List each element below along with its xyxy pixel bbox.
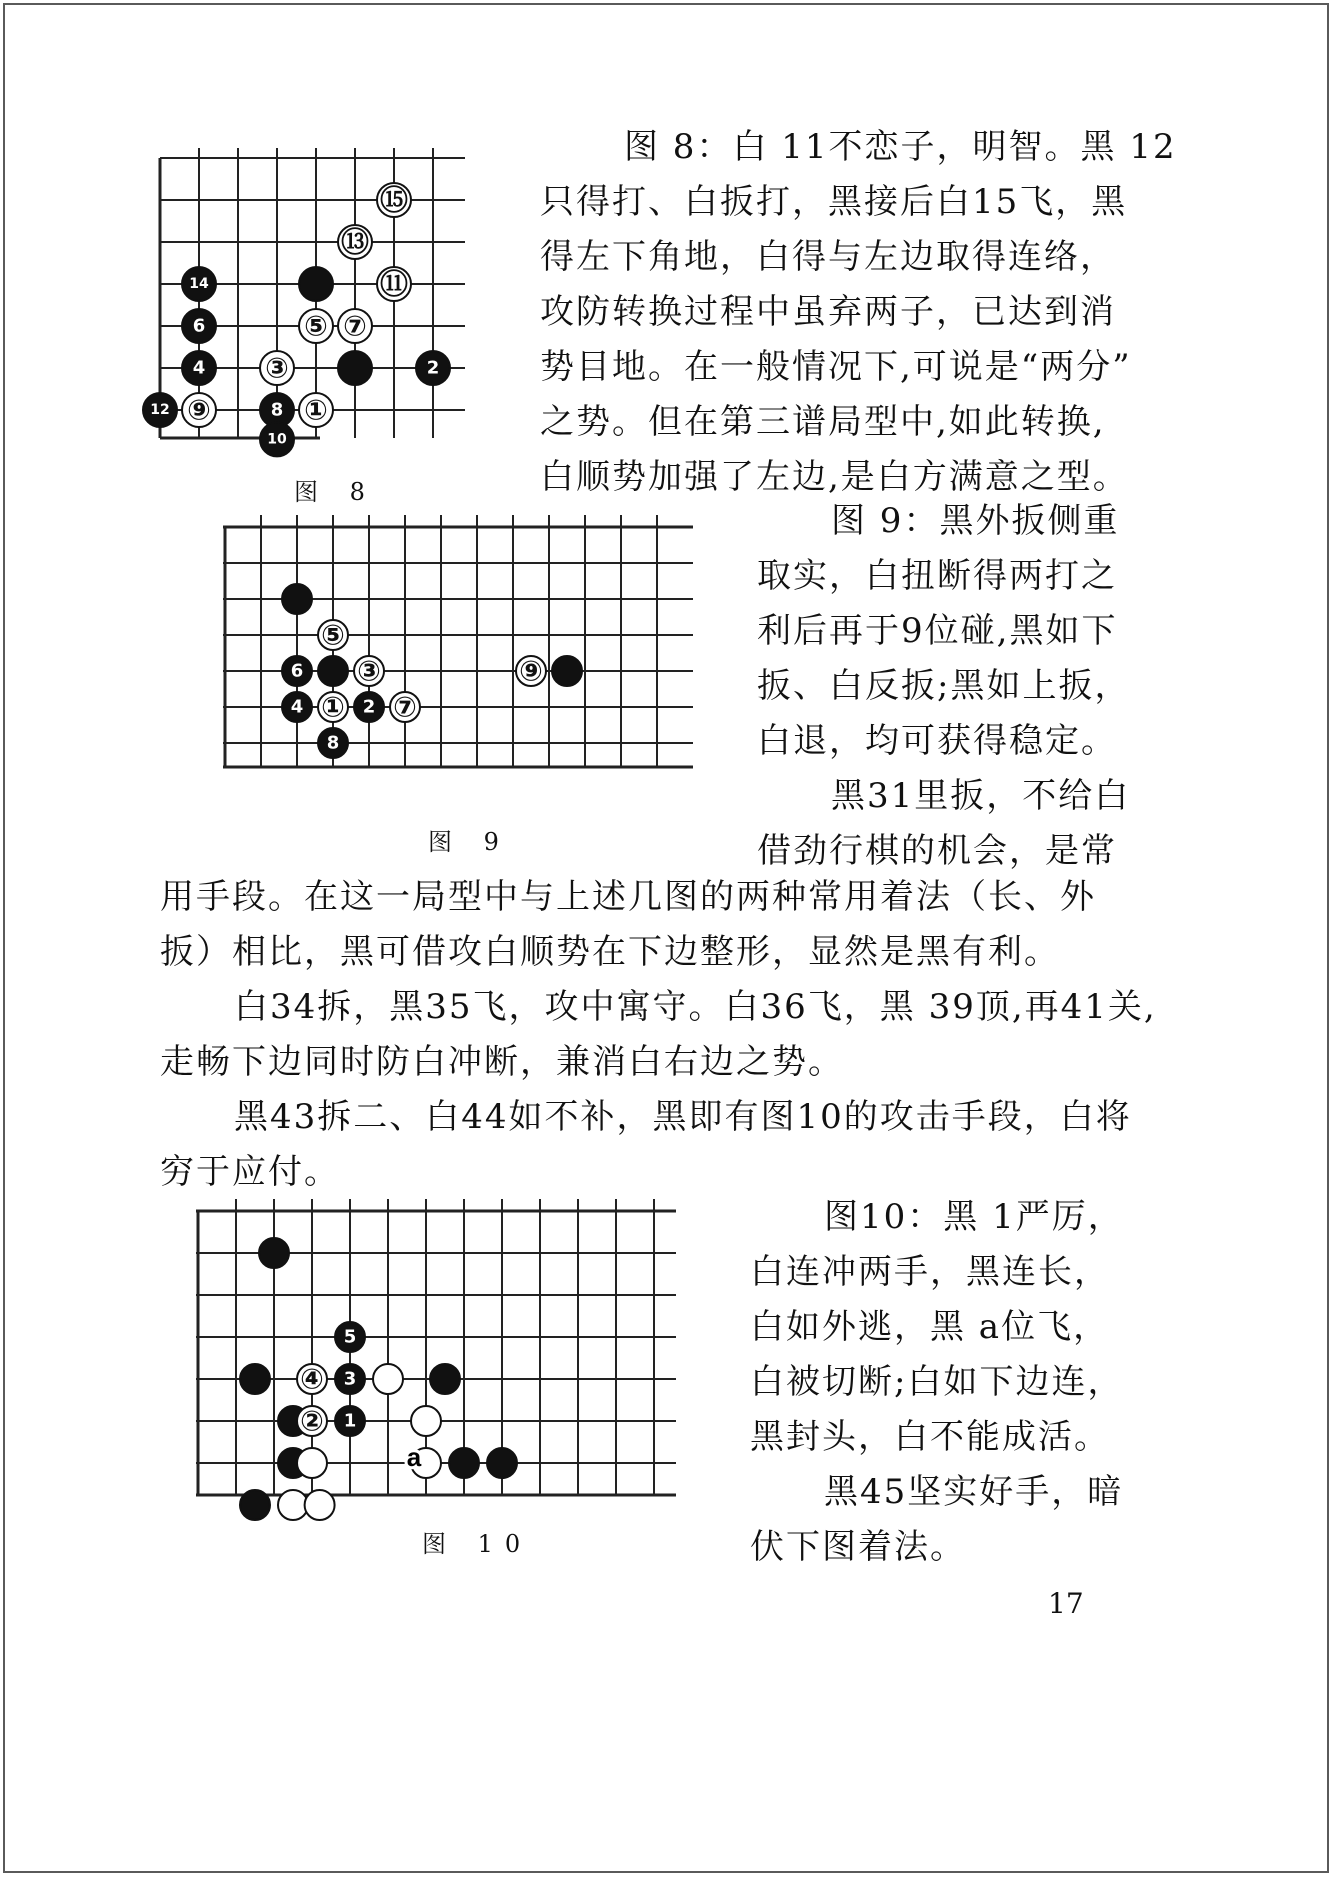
black-stone — [282, 656, 312, 686]
text-line: 攻防转换过程中虽弃两子，已达到消 — [540, 292, 1116, 332]
figure-9-commentary — [757, 494, 1130, 879]
black-stone — [182, 267, 216, 301]
black-stone — [318, 656, 348, 686]
stone-number-label: ① — [304, 393, 328, 427]
white-stone — [297, 1448, 327, 1478]
stone-number-label: 10 — [267, 431, 287, 448]
text-line: 黑45坚实好手，暗 — [824, 1472, 1124, 1512]
stone-number-label: ⑦ — [393, 690, 417, 724]
black-stone — [182, 309, 216, 343]
text-line: 白连冲两手，黑连长， — [750, 1252, 1110, 1292]
point-a-label: a — [406, 1442, 422, 1472]
white-stone — [411, 1406, 441, 1436]
black-stone — [416, 351, 450, 385]
text-line: 黑封头，白不能成活。 — [750, 1417, 1110, 1457]
text-line: 走畅下边同时防白冲断，兼消白右边之势。 — [160, 1042, 844, 1082]
figure-10-go-diagram — [196, 1195, 681, 1510]
white-stone — [318, 619, 348, 652]
white-stone — [182, 393, 216, 427]
stone-number-label: ⑦ — [343, 309, 367, 343]
figure-8-caption: 图 8 — [294, 478, 377, 506]
stone-number-label: ⑪ — [379, 267, 409, 301]
white-stone — [297, 1363, 327, 1396]
figure-10-caption: 图 10 — [422, 1530, 533, 1558]
stone-number-label: ⑮ — [379, 183, 409, 217]
stone-number-label: 1 — [343, 1410, 357, 1432]
white-stone — [338, 225, 372, 259]
stone-number-label: ⑤ — [321, 618, 345, 652]
black-stone — [282, 692, 312, 722]
black-stone — [335, 1364, 365, 1394]
black-stone — [430, 1364, 460, 1394]
black-stone — [449, 1448, 479, 1478]
text-line: 势目地。在一般情况下,可说是“两分” — [540, 347, 1132, 387]
black-stone — [299, 267, 333, 301]
text-line: 穷于应付。 — [160, 1152, 340, 1192]
text-line: 白34拆，黑35飞，攻中寓守。白36飞，黑 39顶,再41关, — [234, 987, 1157, 1027]
text-line: 利后再于9位碰,黑如下 — [757, 611, 1118, 651]
text-line: 图 9：黑外扳侧重 — [831, 501, 1120, 541]
stone-number-label: ④ — [300, 1362, 324, 1396]
stone-number-label: 12 — [150, 402, 170, 418]
white-stone — [305, 1490, 335, 1520]
text-line: 图 8：白 11不恋子，明智。黑 12 — [624, 127, 1177, 167]
black-stone — [282, 584, 312, 614]
text-line: 图10：黑 1严厉， — [824, 1197, 1124, 1237]
white-stone — [516, 655, 546, 688]
stone-number-label: ⑬ — [340, 225, 370, 259]
stone-number-label: ⑤ — [304, 309, 328, 343]
stone-number-label: 2 — [426, 357, 440, 379]
text-line: 得左下角地，白得与左边取得连络， — [540, 237, 1116, 277]
text-line: 伏下图着法。 — [750, 1527, 966, 1567]
black-stone — [260, 422, 294, 456]
stone-number-label: 6 — [290, 660, 304, 682]
figure-8-stones — [143, 183, 450, 456]
figure-8-go-diagram — [150, 128, 480, 458]
stone-number-label: 4 — [290, 696, 304, 718]
white-stone — [354, 655, 384, 688]
stone-number-label: 8 — [326, 732, 340, 754]
text-line: 之势。但在第三谱局型中,如此转换, — [540, 402, 1106, 442]
figure-9-go-diagram — [223, 515, 698, 785]
stone-number-label: ⑨ — [519, 654, 543, 688]
figure-8-commentary — [540, 120, 1177, 505]
white-stone — [299, 309, 333, 343]
main-body-text — [160, 870, 1157, 1200]
stone-number-label: 6 — [192, 315, 206, 337]
white-stone — [338, 309, 372, 343]
black-stone — [143, 393, 177, 427]
black-stone — [354, 692, 384, 722]
stone-number-label: 3 — [343, 1368, 357, 1390]
stone-number-label: ③ — [357, 654, 381, 688]
white-stone — [377, 183, 411, 217]
stone-number-label: 8 — [270, 399, 284, 421]
text-line: 白如外逃，黑 a位飞， — [750, 1307, 1110, 1347]
white-stone — [377, 267, 411, 301]
white-stone — [297, 1405, 327, 1438]
figure-10-commentary — [750, 1190, 1124, 1575]
black-stone — [240, 1490, 270, 1520]
page-number: 17 — [1048, 1587, 1084, 1620]
text-line: 扳、白反扳;黑如上扳， — [757, 666, 1131, 706]
black-stone — [240, 1364, 270, 1394]
stone-number-label: ③ — [265, 351, 289, 385]
stone-number-label: 2 — [362, 696, 376, 718]
stone-number-label: 14 — [189, 276, 209, 292]
stone-number-label: ① — [321, 690, 345, 724]
text-line: 白被切断;白如下边连， — [750, 1362, 1124, 1402]
text-line: 黑43拆二、白44如不补，黑即有图10的攻击手段，白将 — [234, 1097, 1132, 1137]
black-stone — [318, 728, 348, 758]
white-stone — [278, 1490, 308, 1520]
white-stone — [299, 393, 333, 427]
black-stone — [182, 351, 216, 385]
stone-number-label: ⑨ — [187, 393, 211, 427]
text-line: 白顺势加强了左边,是白方满意之型。 — [540, 457, 1129, 497]
text-line: 取实，白扭断得两打之 — [757, 556, 1117, 596]
white-stone — [260, 351, 294, 385]
black-stone — [259, 1238, 289, 1268]
text-line: 黑31里扳，不给白 — [831, 776, 1131, 816]
black-stone — [552, 656, 582, 686]
black-stone — [335, 1406, 365, 1436]
black-stone — [338, 351, 372, 385]
stone-number-label: 4 — [192, 357, 206, 379]
stone-number-label: ② — [300, 1404, 324, 1438]
white-stone — [373, 1364, 403, 1394]
black-stone — [487, 1448, 517, 1478]
white-stone — [390, 691, 420, 724]
text-line: 扳）相比，黑可借攻白顺势在下边整形，显然是黑有利。 — [160, 932, 1060, 972]
text-line: 只得打、白扳打，黑接后白15飞，黑 — [540, 182, 1128, 222]
figure-9-caption: 图 9 — [428, 828, 511, 856]
text-line: 白退，均可获得稳定。 — [757, 721, 1117, 761]
white-stone — [318, 691, 348, 724]
stone-number-label: 5 — [343, 1326, 357, 1348]
text-line: 用手段。在这一局型中与上述几图的两种常用着法（长、外 — [160, 877, 1096, 917]
black-stone — [335, 1322, 365, 1352]
text-line: 借劲行棋的机会，是常 — [757, 831, 1117, 871]
